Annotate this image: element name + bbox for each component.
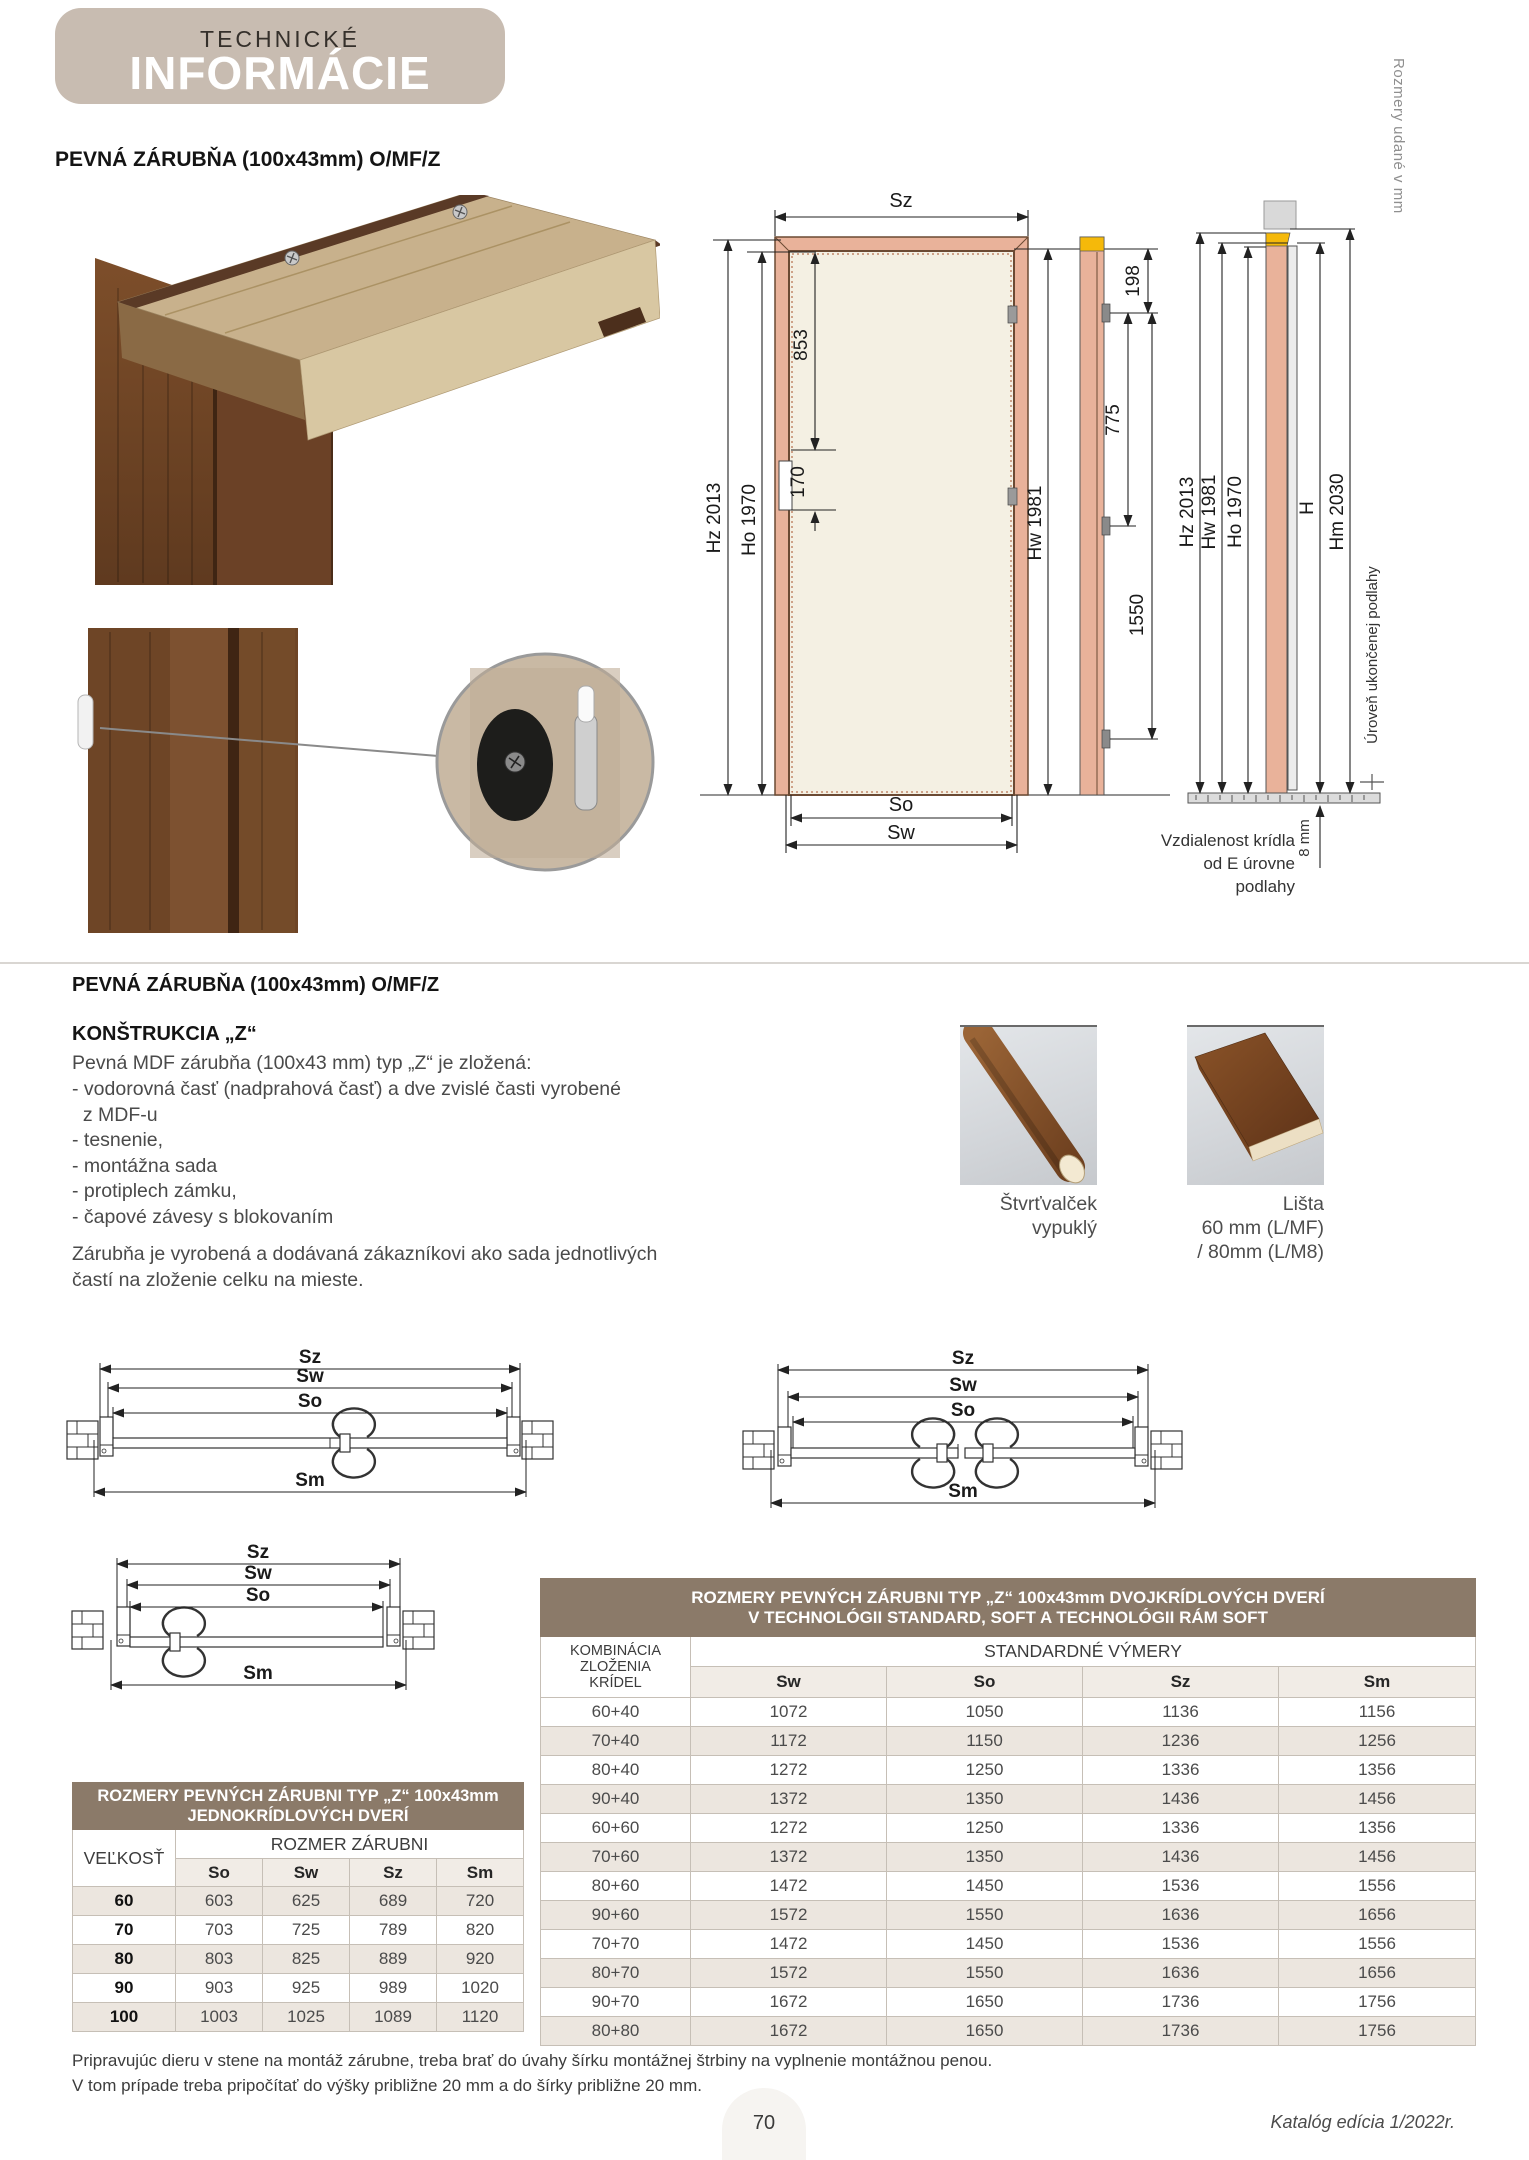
dim-side-hw: Hw 1981 xyxy=(1199,474,1220,550)
front-view-frame xyxy=(775,237,1028,795)
cs3-sz: Sz xyxy=(246,1542,270,1563)
dim-gap-8mm: 8 mm xyxy=(1296,819,1313,857)
double-wing-table-body xyxy=(541,1698,1476,2046)
text-line: - vodorovná časť (nadprahová časť) a dve zvislé časti vyrobené xyxy=(72,1078,621,1100)
wing-note-line2: od E úrovne xyxy=(1203,854,1295,873)
table-row xyxy=(73,2003,524,2032)
column-header: Sz xyxy=(350,1859,437,1887)
hinge-photo xyxy=(78,628,438,933)
value-cell: 1656 xyxy=(1279,1959,1476,1988)
quarter-round-render xyxy=(960,1027,1097,1185)
value-cell: 603 xyxy=(176,1887,263,1916)
strip-render xyxy=(1187,1027,1324,1185)
edition-note: Katalóg edícia 1/2022r. xyxy=(1270,2112,1455,2132)
dim-ho: Ho 1970 xyxy=(739,484,760,556)
text-line: ROZMERY PEVNÝCH ZÁRUBNI TYP „Z“ 100x43mm xyxy=(97,1787,499,1805)
hinge-detail-photo xyxy=(60,620,680,950)
size-cell: 80+70 xyxy=(541,1959,691,1988)
value-cell: 1572 xyxy=(691,1959,887,1988)
size-header: VEĽKOSŤ xyxy=(73,1830,176,1887)
table-group-row xyxy=(541,1637,1476,1667)
size-cell: 60 xyxy=(73,1887,176,1916)
value-cell: 1050 xyxy=(887,1698,1083,1727)
cs2-sz: Sz xyxy=(951,1348,975,1369)
value-cell: 1156 xyxy=(1279,1698,1476,1727)
section1-title: PEVNÁ ZÁRUBŇA (100x43mm) O/MF/Z xyxy=(55,148,441,171)
value-cell: 1436 xyxy=(1083,1843,1279,1872)
value-cell: 803 xyxy=(176,1945,263,1974)
value-cell: 1072 xyxy=(691,1698,887,1727)
dim-775: 775 xyxy=(1103,404,1124,436)
value-cell: 1450 xyxy=(887,1930,1083,1959)
value-cell: 820 xyxy=(437,1916,524,1945)
value-cell: 1472 xyxy=(691,1872,887,1901)
value-cell: 1003 xyxy=(176,2003,263,2032)
size-cell: 70+70 xyxy=(541,1930,691,1959)
text-line: ROZMERY PEVNÝCH ZÁRUBNI TYP „Z“ 100x43mm DVOJKRÍDLOVÝCH DVERÍ xyxy=(691,1587,1325,1607)
value-cell: 1456 xyxy=(1279,1785,1476,1814)
value-cell: 1450 xyxy=(887,1872,1083,1901)
value-cell: 1672 xyxy=(691,1988,887,2017)
size-cell: 90+40 xyxy=(541,1785,691,1814)
value-cell: 1250 xyxy=(887,1756,1083,1785)
construction-intro: Pevná MDF zárubňa (100x43 mm) typ „Z“ je zložená: xyxy=(72,1052,532,1074)
size-cell: 70 xyxy=(73,1916,176,1945)
value-cell: 989 xyxy=(350,1974,437,2003)
wing-note-line3: podlahy xyxy=(1235,877,1295,896)
table-row xyxy=(73,1974,524,2003)
frame-dimension-drawing xyxy=(680,190,1529,910)
value-cell: 789 xyxy=(350,1916,437,1945)
section-divider xyxy=(0,962,1529,964)
value-cell: 1372 xyxy=(691,1843,887,1872)
text-line: častí na zloženie celku na mieste. xyxy=(72,1268,364,1291)
size-cell: 70+60 xyxy=(541,1843,691,1872)
size-cell: 80+60 xyxy=(541,1872,691,1901)
table-row xyxy=(541,1756,1476,1785)
table-row xyxy=(541,1785,1476,1814)
value-cell: 1436 xyxy=(1083,1785,1279,1814)
table-row xyxy=(541,1959,1476,1988)
dim-side-h: H xyxy=(1297,501,1318,515)
value-cell: 1556 xyxy=(1279,1872,1476,1901)
frame-corner-photo xyxy=(60,195,660,600)
text-line: - montážna sada xyxy=(72,1154,218,1177)
text-line: - čapové závesy s blokovaním xyxy=(72,1205,334,1228)
construction-note xyxy=(72,1242,657,1293)
table-row xyxy=(73,1916,524,1945)
value-cell: 825 xyxy=(263,1945,350,1974)
column-header: Sz xyxy=(1083,1667,1279,1698)
page-number: 70 xyxy=(752,2112,776,2134)
dim-sz: Sz xyxy=(889,190,913,212)
strip-photo xyxy=(1187,1025,1324,1185)
value-cell: 689 xyxy=(350,1887,437,1916)
table-row xyxy=(541,1872,1476,1901)
dim-hw: Hw 1981 xyxy=(1025,485,1046,561)
size-cell: 100 xyxy=(73,2003,176,2032)
value-cell: 1120 xyxy=(437,2003,524,2032)
dim-853: 853 xyxy=(791,329,812,361)
header-kicker: TECHNICKÉ xyxy=(200,26,360,52)
group-header: ROZMER ZÁRUBNI xyxy=(176,1830,524,1859)
value-cell: 1456 xyxy=(1279,1843,1476,1872)
table-row xyxy=(73,1887,524,1916)
size-cell: 60+60 xyxy=(541,1814,691,1843)
profile-view xyxy=(1080,237,1110,795)
cs1-sw: Sw xyxy=(296,1366,324,1387)
table-title-row xyxy=(541,1579,1476,1637)
value-cell: 1636 xyxy=(1083,1959,1279,1988)
table-title xyxy=(541,1579,1476,1637)
value-cell: 1372 xyxy=(691,1785,887,1814)
text-line: z MDF-u xyxy=(72,1103,158,1126)
dim-side-hz: Hz 2013 xyxy=(1177,476,1198,548)
table-row xyxy=(541,2017,1476,2046)
value-cell: 725 xyxy=(263,1916,350,1945)
value-cell: 1350 xyxy=(887,1785,1083,1814)
cs1-sz: Sz xyxy=(298,1347,322,1368)
double-wing-table xyxy=(540,1578,1476,2046)
table-row xyxy=(541,1698,1476,1727)
text-line: Zárubňa je vyrobená a dodávaná zákazníkovi ako sada jednotlivých xyxy=(72,1243,658,1265)
value-cell: 1136 xyxy=(1083,1698,1279,1727)
value-cell: 1025 xyxy=(263,2003,350,2032)
table-row xyxy=(541,1988,1476,2017)
section2-title: PEVNÁ ZÁRUBŇA (100x43mm) O/MF/Z xyxy=(72,974,440,996)
table-title xyxy=(73,1783,524,1830)
table-row xyxy=(73,1945,524,1974)
value-cell: 1336 xyxy=(1083,1814,1279,1843)
text-line: Lišta xyxy=(1282,1193,1324,1215)
combo-header xyxy=(541,1637,691,1698)
value-cell: 1636 xyxy=(1083,1901,1279,1930)
text-line: / 80mm (L/M8) xyxy=(1197,1241,1324,1263)
value-cell: 1556 xyxy=(1279,1930,1476,1959)
value-cell: 1336 xyxy=(1083,1756,1279,1785)
size-cell: 90 xyxy=(73,1974,176,2003)
text-line: Štvrťvalček xyxy=(999,1193,1097,1215)
value-cell: 1572 xyxy=(691,1901,887,1930)
text-line: V TECHNOLÓGII STANDARD, SOFT A TECHNOLÓGII RÁM SOFT xyxy=(748,1607,1268,1627)
value-cell: 1150 xyxy=(887,1727,1083,1756)
cross-section-single xyxy=(67,1347,553,1497)
value-cell: 1756 xyxy=(1279,1988,1476,2017)
value-cell: 1736 xyxy=(1083,1988,1279,2017)
frame-corner-render xyxy=(95,195,660,585)
value-cell: 625 xyxy=(263,1887,350,1916)
cs2-so: So xyxy=(950,1400,976,1421)
text-line: vypuklý xyxy=(1031,1217,1097,1239)
cs2-sw: Sw xyxy=(949,1375,977,1396)
value-cell: 1550 xyxy=(887,1959,1083,1988)
profile-dimensions xyxy=(1110,249,1158,739)
value-cell: 1656 xyxy=(1279,1901,1476,1930)
size-cell: 90+70 xyxy=(541,1988,691,2017)
value-cell: 1736 xyxy=(1083,2017,1279,2046)
construction-heading: KONŠTRUKCIA „Z“ xyxy=(72,1023,257,1045)
group-header: STANDARDNÉ VÝMERY xyxy=(691,1637,1476,1667)
table-group-row xyxy=(73,1830,524,1859)
text-line: - protiplech zámku, xyxy=(72,1180,237,1202)
value-cell: 1172 xyxy=(691,1727,887,1756)
text-line: - tesnenie, xyxy=(72,1129,164,1151)
value-cell: 1272 xyxy=(691,1814,887,1843)
column-header: Sm xyxy=(437,1859,524,1887)
dim-170: 170 xyxy=(788,466,809,498)
value-cell: 1256 xyxy=(1279,1727,1476,1756)
value-cell: 1089 xyxy=(350,2003,437,2032)
table-title-row xyxy=(73,1783,524,1830)
quarter-round-photo xyxy=(960,1025,1097,1185)
value-cell: 889 xyxy=(350,1945,437,1974)
floor-level-label: Úroveň ukončenej podlahy xyxy=(1364,566,1381,744)
value-cell: 703 xyxy=(176,1916,263,1945)
value-cell: 1020 xyxy=(437,1974,524,2003)
dim-1550: 1550 xyxy=(1127,593,1148,637)
cs2-sm: Sm xyxy=(948,1481,978,1502)
cs3-sw: Sw xyxy=(244,1563,272,1584)
column-header: Sw xyxy=(263,1859,350,1887)
value-cell: 903 xyxy=(176,1974,263,2003)
cs1-so: So xyxy=(297,1391,323,1412)
cs3-sm: Sm xyxy=(243,1663,273,1684)
dim-so: So xyxy=(888,794,914,816)
footnote xyxy=(72,2048,992,2098)
units-side-note: Rozmery udané v mm xyxy=(1390,58,1407,214)
table-row xyxy=(541,1727,1476,1756)
size-cell: 80 xyxy=(73,1945,176,1974)
table-row xyxy=(541,1930,1476,1959)
column-header: So xyxy=(887,1667,1083,1698)
value-cell: 1472 xyxy=(691,1930,887,1959)
value-cell: 1250 xyxy=(887,1814,1083,1843)
value-cell: 1350 xyxy=(887,1843,1083,1872)
dim-198: 198 xyxy=(1123,265,1144,297)
strip-caption xyxy=(1167,1192,1324,1264)
table-row xyxy=(541,1814,1476,1843)
size-cell: 80+40 xyxy=(541,1756,691,1785)
value-cell: 720 xyxy=(437,1887,524,1916)
cs1-sm: Sm xyxy=(295,1470,325,1491)
size-cell: 60+40 xyxy=(541,1698,691,1727)
value-cell: 1272 xyxy=(691,1756,887,1785)
value-cell: 925 xyxy=(263,1974,350,2003)
size-cell: 90+60 xyxy=(541,1901,691,1930)
column-header: Sw xyxy=(691,1667,887,1698)
text-line: V tom prípade treba pripočítať do výšky približne 20 mm a do šírky približne 20 mm. xyxy=(72,2076,702,2095)
dim-side-hm: Hm 2030 xyxy=(1327,473,1348,551)
dim-hz: Hz 2013 xyxy=(704,482,725,554)
size-cell: 70+40 xyxy=(541,1727,691,1756)
value-cell: 1756 xyxy=(1279,2017,1476,2046)
text-line: ZLOŽENIA xyxy=(580,1659,651,1675)
value-cell: 920 xyxy=(437,1945,524,1974)
value-cell: 1356 xyxy=(1279,1814,1476,1843)
value-cell: 1650 xyxy=(887,1988,1083,2017)
column-header: Sm xyxy=(1279,1667,1476,1698)
value-cell: 1536 xyxy=(1083,1930,1279,1959)
magnifier-circle xyxy=(437,654,653,870)
size-cell: 80+80 xyxy=(541,2017,691,2046)
value-cell: 1550 xyxy=(887,1901,1083,1930)
text-line: KRÍDEL xyxy=(589,1675,642,1691)
construction-list xyxy=(72,1077,621,1230)
dim-sw: Sw xyxy=(887,822,915,844)
value-cell: 1536 xyxy=(1083,1872,1279,1901)
dim-side-ho: Ho 1970 xyxy=(1225,476,1246,548)
wing-note-line1: Vzdialenost krídla xyxy=(1160,831,1295,850)
text-line: Pripravujúc dieru v stene na montáž zárubne, treba brať do úvahy šírku montážnej štrbiny na vyplnenie montážnou penou. xyxy=(72,2051,993,2070)
value-cell: 1650 xyxy=(887,2017,1083,2046)
value-cell: 1356 xyxy=(1279,1756,1476,1785)
text-line: 60 mm (L/MF) xyxy=(1201,1217,1324,1239)
single-wing-table xyxy=(72,1782,524,2032)
text-line: KOMBINÁCIA xyxy=(569,1643,662,1659)
page-title: INFORMÁCIE xyxy=(129,47,431,99)
text-line: JEDNOKRÍDLOVÝCH DVERÍ xyxy=(187,1807,409,1825)
column-header: So xyxy=(176,1859,263,1887)
cross-section-double xyxy=(743,1348,1182,1508)
table-row xyxy=(541,1901,1476,1930)
value-cell: 1236 xyxy=(1083,1727,1279,1756)
quarter-round-caption xyxy=(940,1192,1097,1240)
value-cell: 1672 xyxy=(691,2017,887,2046)
cs3-so: So xyxy=(245,1585,271,1606)
cross-section-narrow xyxy=(72,1542,434,1690)
single-wing-table-body xyxy=(73,1887,524,2032)
table-row xyxy=(541,1843,1476,1872)
